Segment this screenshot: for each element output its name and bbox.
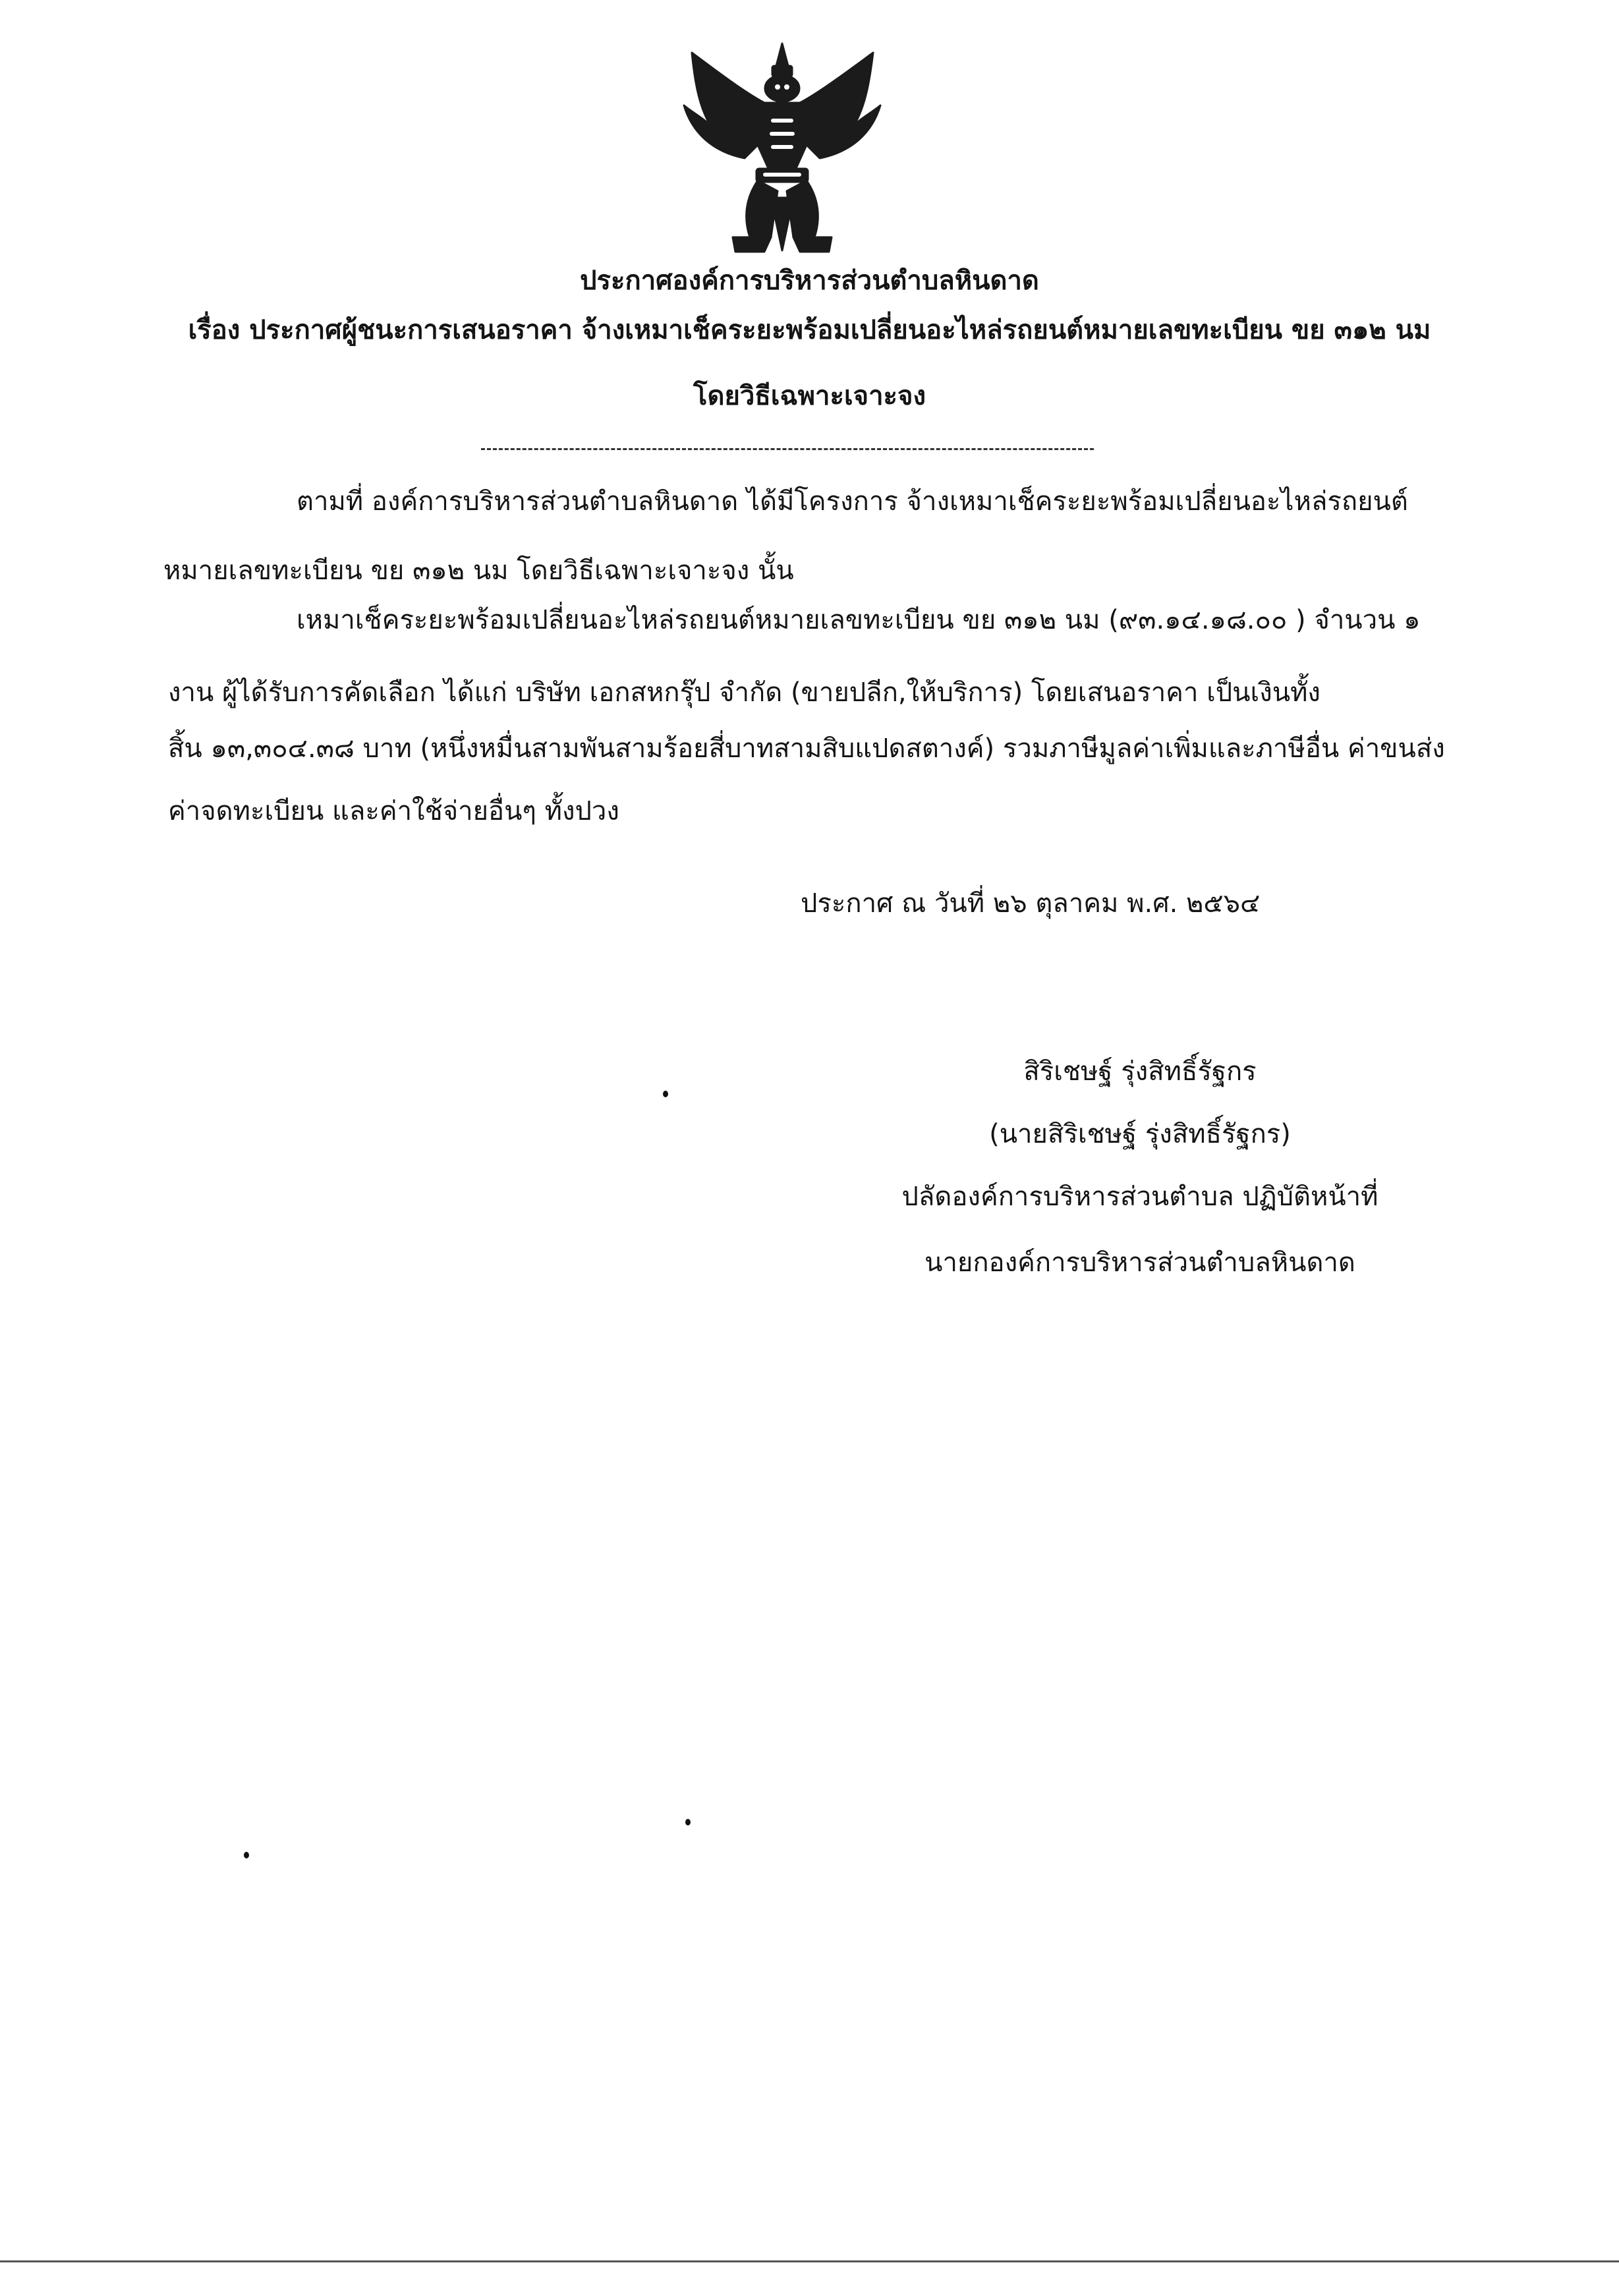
signatory-printed-name: (นายสิริเชษฐ์ รุ่งสิทธิ์รัฐกร) — [989, 1119, 1291, 1149]
signature-name: สิริเชษฐ์ รุ่งสิทธิ์รัฐกร — [1023, 1056, 1257, 1087]
paragraph-1-line-2: หมายเลขทะเบียน ขย ๓๑๒ นม โดยวิธีเฉพาะเจาะจง นั้น — [163, 556, 794, 586]
scan-speck — [244, 1852, 249, 1858]
paragraph-2-line-2: งาน ผู้ได้รับการคัดเลือก ได้แก่ บริษัท เอกสหกรุ๊ป จำกัด (ขายปลีก,ให้บริการ) โดยเสนอราคา เป็นเงินทั้ง — [168, 677, 1321, 708]
garuda-emblem-icon — [672, 40, 893, 257]
scan-edge-line — [0, 2260, 1619, 2262]
signatory-position: ปลัดองค์การบริหารส่วนตำบล ปฏิบัติหน้าที่ — [901, 1182, 1378, 1212]
paragraph-1-line-1: ตามที่ องค์การบริหารส่วนตำบลหินดาด ได้มีโครงการ จ้างเหมาเช็คระยะพร้อมเปลี่ยนอะไหล่รถยนต์ — [297, 486, 1408, 517]
paragraph-2-line-3: สิ้น ๑๓,๓๐๔.๓๘ บาท (หนึ่งหมื่นสามพันสามร้อยสี่บาทสามสิบแปดสตางค์) รวมภาษีมูลค่าเพิ่มและภาษีอื่น ค่าขนส่ง — [168, 733, 1445, 764]
dashed-divider — [481, 448, 1094, 450]
announcement-title: ประกาศองค์การบริหารส่วนตำบลหินดาด — [580, 266, 1039, 296]
signatory-acting-title: นายกองค์การบริหารส่วนตำบลหินดาด — [924, 1248, 1355, 1278]
scan-speck — [685, 1819, 691, 1825]
subject-line-2: โดยวิธีเฉพาะเจาะจง — [693, 381, 926, 411]
announcement-date: ประกาศ ณ วันที่ ๒๖ ตุลาคม พ.ศ. ๒๕๖๔ — [801, 888, 1261, 919]
paragraph-2-line-4: ค่าจดทะเบียน และค่าใช้จ่ายอื่นๆ ทั้งปวง — [168, 796, 619, 826]
subject-line-1: เรื่อง ประกาศผู้ชนะการเสนอราคา จ้างเหมาเช็คระยะพร้อมเปลี่ยนอะไหล่รถยนต์หมายเลขทะเบียน ขย ๓๑๒ นม — [188, 315, 1431, 345]
paragraph-2-line-1: เหมาเช็คระยะพร้อมเปลี่ยนอะไหล่รถยนต์หมายเลขทะเบียน ขย ๓๑๒ นม (๙๓.๑๔.๑๘.๐๐ ) จำนวน ๑ — [297, 605, 1421, 635]
scan-speck — [663, 1091, 668, 1097]
